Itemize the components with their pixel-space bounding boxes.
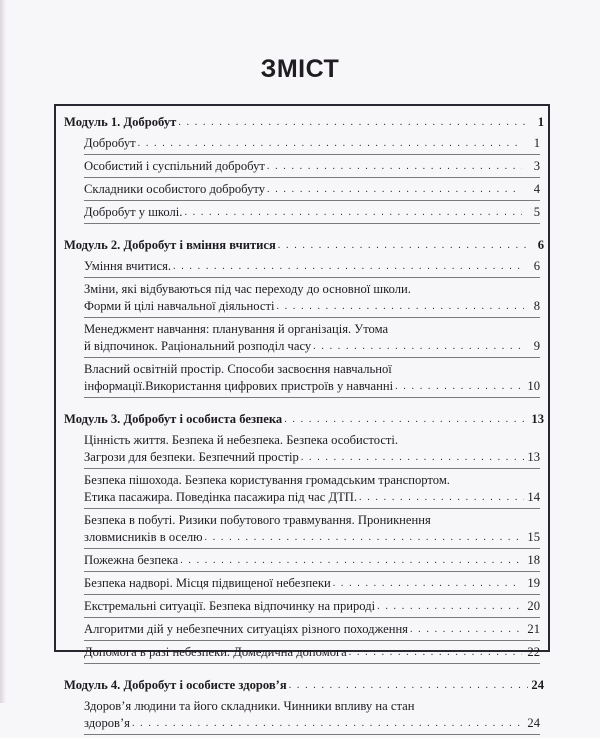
module-heading-title: Модуль 3. Добробут і особиста безпека xyxy=(64,412,283,426)
toc-entry-last-line-page-number: 24 xyxy=(527,716,540,730)
toc-entry-title: Складники особистого добробуту xyxy=(84,182,266,196)
module-heading-title: Модуль 1. Добробут xyxy=(64,115,177,129)
module-heading[interactable] xyxy=(64,237,544,254)
module-heading-page-number: 1 xyxy=(537,115,544,129)
toc-entry-last-line xyxy=(84,529,540,546)
toc-entry[interactable] xyxy=(64,361,544,395)
toc-entry-last-line-page-number: 13 xyxy=(527,450,540,464)
toc-entry[interactable] xyxy=(64,158,544,175)
toc-entry[interactable] xyxy=(64,472,544,506)
toc-entry-page-number: 3 xyxy=(533,159,540,173)
toc-entry-title: Добробут у школі. xyxy=(84,205,183,219)
dot-leader xyxy=(349,648,522,658)
toc-entry-title: Уміння вчитися. xyxy=(84,259,172,273)
toc-entry-last-line xyxy=(84,378,540,395)
dot-leader xyxy=(138,139,522,149)
toc-entry-page-number: 21 xyxy=(527,622,540,636)
entry-divider xyxy=(84,548,540,549)
page-edge-shadow xyxy=(0,0,6,703)
dot-leader xyxy=(205,533,524,543)
dot-leader xyxy=(410,625,522,635)
dot-leader xyxy=(178,118,528,128)
toc-entry-title: Пожежна безпека xyxy=(84,553,179,567)
dot-leader xyxy=(180,556,522,566)
entry-divider xyxy=(84,397,540,398)
toc-entry[interactable] xyxy=(64,281,544,315)
toc-entry-title: Добробут xyxy=(84,136,136,150)
entry-divider xyxy=(84,223,540,224)
module-heading-page-number: 13 xyxy=(531,412,544,426)
toc-entry-last-line-title: Форми й цілі навчальної діяльності xyxy=(84,299,275,313)
toc-entry-line: Власний освітній простір. Способи засвоєння навчальної xyxy=(84,362,392,376)
dot-leader xyxy=(173,262,522,272)
dot-leader xyxy=(284,415,528,425)
toc-entry-title: Екстремальні ситуації. Безпека відпочинку на природі xyxy=(84,599,376,613)
toc-entry-last-line-title: й відпочинок. Раціональний розподіл часу xyxy=(84,339,312,353)
toc-entry-last-line-title: здоров’я xyxy=(84,716,130,730)
module-heading-page-number: 24 xyxy=(531,678,544,692)
toc-entry-page-number: 4 xyxy=(533,182,540,196)
toc-entry-last-line-page-number: 14 xyxy=(527,490,540,504)
toc-entry[interactable] xyxy=(64,598,544,615)
toc-entry-line: Цінність життя. Безпека й небезпека. Безпека особистості. xyxy=(84,433,399,447)
toc-entry-last-line xyxy=(84,338,540,355)
entry-divider xyxy=(84,317,540,318)
dot-leader xyxy=(395,382,524,392)
toc-entry-page-number: 18 xyxy=(527,553,540,567)
module-heading-title: Модуль 2. Добробут і вміння вчитися xyxy=(64,238,276,252)
toc-entry[interactable] xyxy=(64,644,544,661)
toc-entry-page-number: 1 xyxy=(533,136,540,150)
dot-leader xyxy=(278,241,528,251)
toc-entry-last-line-page-number: 8 xyxy=(533,299,540,313)
toc-entry-title: Допомога в разі небезпеки. Домедична допомога xyxy=(84,645,347,659)
dot-leader xyxy=(184,208,522,218)
entry-divider xyxy=(84,571,540,572)
toc-entry[interactable] xyxy=(64,512,544,546)
toc-entry[interactable] xyxy=(64,181,544,198)
toc-entry[interactable] xyxy=(64,321,544,355)
entry-divider xyxy=(84,617,540,618)
toc-entry-line: Менеджмент навчання: планування й організація. Утома xyxy=(84,322,389,336)
table-of-contents xyxy=(64,114,544,738)
page-title: ЗМІСТ xyxy=(260,55,340,83)
module-heading-page-number: 6 xyxy=(537,238,544,252)
dot-leader xyxy=(276,302,524,312)
toc-entry[interactable] xyxy=(64,621,544,638)
toc-entry[interactable] xyxy=(64,258,544,275)
module-gap xyxy=(64,667,544,677)
toc-entry-title: Особистий і суспільний добробут xyxy=(84,159,265,173)
toc-entry-last-line-page-number: 10 xyxy=(527,379,540,393)
toc-entry-last-line-title: Загрози для безпеки. Безпечний простір xyxy=(84,450,299,464)
toc-entry-last-line xyxy=(84,489,540,506)
toc-entry-page-number: 19 xyxy=(527,576,540,590)
entry-divider xyxy=(84,177,540,178)
toc-entry-line: Безпека пішохода. Безпека користування громадським транспортом. xyxy=(84,473,450,487)
dot-leader xyxy=(132,719,524,729)
entry-divider xyxy=(84,594,540,595)
dot-leader xyxy=(359,493,524,503)
toc-entry-title: Алгоритми дій у небезпечних ситуаціях різного походження xyxy=(84,622,408,636)
toc-entry-line: Безпека в побуті. Ризики побутового травмування. Проникнення xyxy=(84,513,431,527)
module-gap xyxy=(64,227,544,237)
entry-divider xyxy=(84,508,540,509)
dot-leader xyxy=(289,681,528,691)
dot-leader xyxy=(267,162,522,172)
toc-entry-last-line-title: Етика пасажира. Поведінка пасажира під час ДТП. xyxy=(84,490,358,504)
entry-divider xyxy=(84,734,540,735)
entry-divider xyxy=(84,277,540,278)
toc-entry-line: Зміни, які відбуваються під час переходу до основної школи. xyxy=(84,282,411,296)
entry-divider xyxy=(84,640,540,641)
toc-entry[interactable] xyxy=(64,204,544,221)
toc-entry-page-number: 20 xyxy=(527,599,540,613)
toc-entry[interactable] xyxy=(64,135,544,152)
toc-entry-last-line xyxy=(84,449,540,466)
dot-leader xyxy=(333,579,522,589)
toc-entry[interactable] xyxy=(64,432,544,466)
toc-entry-last-line-page-number: 9 xyxy=(533,339,540,353)
module-heading[interactable] xyxy=(64,677,544,694)
entry-divider xyxy=(84,357,540,358)
entry-divider xyxy=(84,154,540,155)
module-gap xyxy=(64,401,544,411)
toc-entry-page-number: 5 xyxy=(533,205,540,219)
toc-entry-line: Здоров’я людини та його складники. Чинники впливу на стан xyxy=(84,699,415,713)
toc-entry-last-line xyxy=(84,715,540,732)
entry-divider xyxy=(84,663,540,664)
toc-entry[interactable] xyxy=(64,552,544,569)
dot-leader xyxy=(301,453,524,463)
dot-leader xyxy=(377,602,522,612)
toc-entry-page-number: 6 xyxy=(533,259,540,273)
toc-entry-last-line-page-number: 15 xyxy=(527,530,540,544)
toc-entry[interactable] xyxy=(64,698,544,732)
entry-divider xyxy=(84,200,540,201)
module-heading-title: Модуль 4. Добробут і особисте здоров’я xyxy=(64,678,287,692)
toc-entry-last-line-title: інформації.Використання цифрових пристроїв у навчанні xyxy=(84,379,394,393)
module-heading[interactable] xyxy=(64,411,544,428)
toc-entry-last-line xyxy=(84,298,540,315)
dot-leader xyxy=(267,185,522,195)
toc-entry-page-number: 22 xyxy=(527,645,540,659)
toc-entry-last-line-title: зловмисників в оселю xyxy=(84,530,203,544)
module-heading[interactable] xyxy=(64,114,544,131)
dot-leader xyxy=(313,342,524,352)
toc-entry[interactable] xyxy=(64,575,544,592)
entry-divider xyxy=(84,468,540,469)
toc-entry-title: Безпека надворі. Місця підвищеної небезпеки xyxy=(84,576,331,590)
